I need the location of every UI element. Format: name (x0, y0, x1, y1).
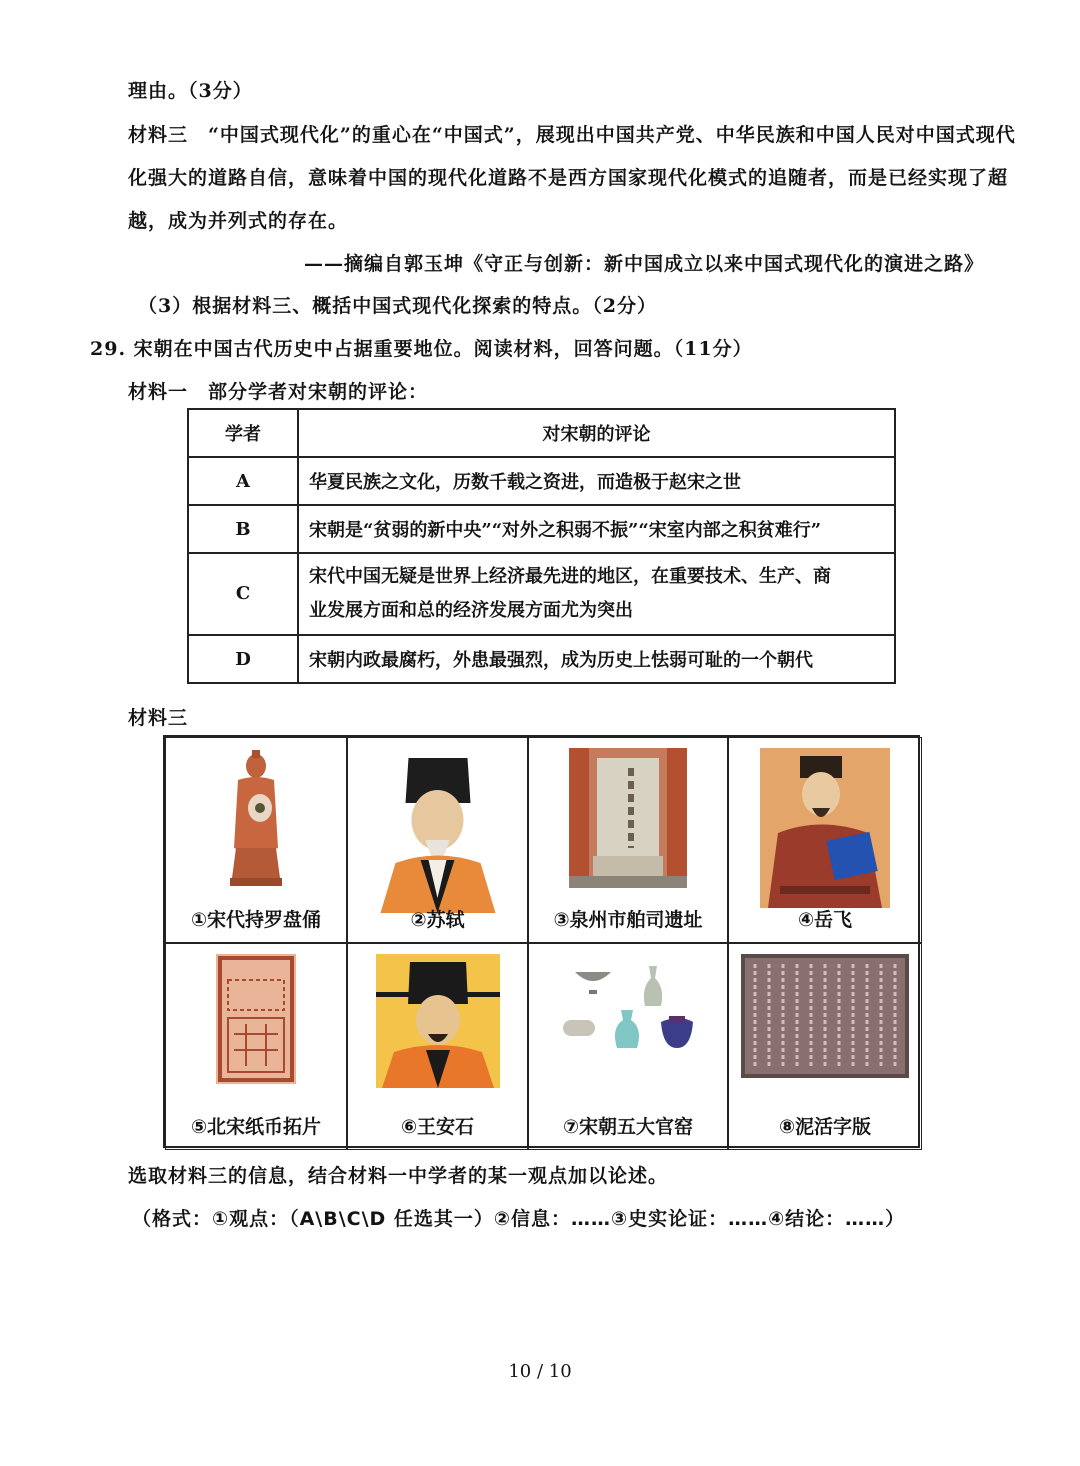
scholar-cell: B (188, 505, 298, 553)
q29-material1-label: 材料一 部分学者对宋朝的评论： (128, 381, 429, 403)
material3-line-3: 越，成为并列式的存在。 (128, 210, 349, 232)
q29-material3-label: 材料三 (128, 707, 189, 729)
caption: ⑦宋朝五大官窑 (562, 1116, 694, 1138)
scholar-comment-table (187, 408, 896, 684)
image-cell-five-kilns (528, 943, 728, 1150)
comment-line: 宋代中国无疑是世界上经济最先进的地区，在重要技术、生产、商 (309, 566, 831, 587)
clay-movable-type-board-image (741, 954, 909, 1078)
scholar-cell: D (188, 635, 298, 683)
image-cell-figurine (165, 737, 347, 943)
table-row (188, 553, 895, 635)
image-cell-movable-type (728, 943, 922, 1150)
table-row (188, 457, 895, 505)
song-pipa-figurine-image (216, 748, 296, 888)
scholar-cell: A (188, 457, 298, 505)
scholar-cell: C (188, 553, 298, 635)
image-cell-yue-fei (728, 737, 922, 943)
page-number: 10 / 10 (508, 1361, 572, 1382)
image-cell-su-shi (347, 737, 528, 943)
caption: ④岳飞 (797, 909, 853, 931)
q28-reason-line: 理由。（3分） (128, 80, 253, 102)
material3-line-1: 材料三 “中国式现代化”的重心在“中国式”，展现出中国共产党、中华民族和中国人民对中国式现代 (128, 124, 1016, 146)
material3-image-grid (163, 735, 920, 1148)
yue-fei-portrait-image (760, 748, 890, 908)
q29-title: 29. 宋朝在中国古代历史中占据重要地位。阅读材料，回答问题。（11分） (90, 338, 753, 360)
comment-cell: 宋朝内政最腐朽，外患最强烈，成为历史上怯弱可耻的一个朝代 (298, 635, 895, 683)
wang-anshi-portrait-image (376, 954, 500, 1088)
caption: ⑧泥活字版 (778, 1116, 872, 1138)
table-row (188, 505, 895, 553)
material3-source: ——摘编自郭玉坤《守正与创新：新中国成立以来中国式现代化的演进之路》 (303, 253, 984, 275)
caption: ③泉州市舶司遗址 (553, 909, 703, 931)
quanzhou-stele-image (569, 748, 687, 888)
caption: ⑤北宋纸币拓片 (190, 1116, 322, 1138)
northern-song-paper-money-rubbing-image (216, 954, 296, 1084)
table-header-comment: 对宋朝的评论 (298, 409, 895, 457)
comment-line: 业发展方面和总的经济发展方面尤为突出 (309, 600, 633, 621)
image-cell-wang-anshi (347, 943, 528, 1150)
five-great-kilns-image (553, 954, 703, 1062)
comment-cell: 华夏民族之文化，历数千载之资进，而造极于赵宋之世 (298, 457, 895, 505)
image-cell-paper-money (165, 943, 347, 1150)
caption: ②苏轼 (410, 909, 465, 931)
table-row (188, 635, 895, 683)
comment-cell (298, 553, 895, 635)
q28-sub-question-3: （3）根据材料三、概括中国式现代化探索的特点。（2分） (138, 295, 657, 317)
caption: ⑥王安石 (400, 1116, 475, 1138)
table-header-scholar: 学者 (188, 409, 298, 457)
material3-line-2: 化强大的道路自信，意味着中国的现代化道路不是西方国家现代化模式的追随者，而是已经实现了超 (128, 167, 1009, 189)
image-cell-quanzhou-site (528, 737, 728, 943)
q29-prompt: 选取材料三的信息，结合材料一中学者的某一观点加以论述。 (128, 1165, 669, 1187)
q29-answer-format: （格式：①观点：（A\B\C\D 任选其一）②信息：……③史实论证：……④结论：……） (132, 1208, 906, 1230)
comment-cell: 宋朝是“贫弱的新中央”“对外之积弱不振”“宋室内部之积贫难行” (298, 505, 895, 553)
su-shi-portrait-image (370, 748, 505, 913)
caption: ①宋代持罗盘俑 (190, 909, 322, 931)
table-header-row (188, 409, 895, 457)
